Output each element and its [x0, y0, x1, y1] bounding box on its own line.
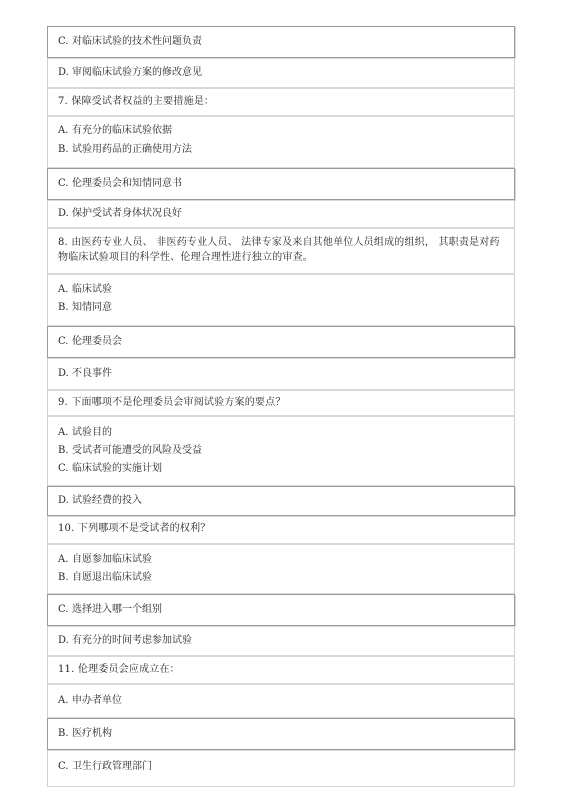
option-letter: A. [58, 125, 69, 136]
option-a [58, 553, 152, 567]
question-10: 10. 下列哪项不是受试者的权利？ [58, 523, 211, 534]
option-letter: D. [58, 495, 69, 506]
option-letter: D. [58, 635, 69, 646]
option-text: 有充分的时间考虑参加试验 [72, 635, 192, 646]
option-b [58, 301, 112, 315]
option-letter: C. [58, 178, 69, 189]
option-letter: B. [58, 728, 69, 739]
option-letter: C. [58, 36, 69, 47]
option-d [58, 66, 202, 80]
option-a [58, 426, 112, 440]
option-text: 试验经费的投入 [72, 495, 142, 506]
option-letter: C. [58, 336, 69, 347]
option-box [47, 718, 515, 750]
option-text: 临床试验 [72, 284, 112, 295]
option-b [58, 727, 112, 741]
option-d [58, 207, 182, 221]
question-7: 7. 保障受试者权益的主要措施是： [58, 96, 215, 107]
option-text: 选择进入哪一个组别 [72, 604, 162, 615]
option-group-box [47, 544, 515, 594]
option-c [58, 462, 162, 476]
option-letter: C. [58, 604, 69, 615]
option-b [58, 143, 192, 157]
option-text: 对临床试验的技术性问题负责 [72, 36, 202, 47]
option-text: 不良事件 [72, 368, 112, 379]
option-b [58, 444, 202, 458]
option-c [58, 603, 162, 617]
option-letter: B. [58, 445, 69, 456]
question-8: 8. 由医药专业人员、 非医药专业人员、 法律专家及来自其他单位人员组成的组织， 其职责是对药物临床试验项目的科学性、伦理合理性进行独立的审查。 [58, 237, 500, 263]
option-letter: A. [58, 554, 69, 565]
option-text: 受试者可能遭受的风险及受益 [72, 445, 202, 456]
option-text: 医疗机构 [72, 728, 112, 739]
option-text: 伦理委员会和知情同意书 [72, 178, 182, 189]
option-text: 自愿退出临床试验 [72, 572, 152, 583]
question-11: 11. 伦理委员会应成立在： [58, 664, 180, 675]
option-letter: D. [58, 208, 69, 219]
option-text: 伦理委员会 [72, 336, 122, 347]
option-d [58, 634, 192, 648]
option-c [58, 177, 182, 191]
option-text: 保护受试者身体状况良好 [72, 208, 182, 219]
option-text: 审阅临床试验方案的修改意见 [72, 67, 202, 78]
option-box [47, 358, 515, 390]
option-c [58, 35, 202, 49]
option-text: 卫生行政管理部门 [72, 761, 152, 772]
option-a [58, 124, 172, 138]
option-letter: D. [58, 368, 69, 379]
option-letter: A. [58, 427, 69, 438]
option-letter: B. [58, 144, 69, 155]
option-letter: A. [58, 695, 69, 706]
option-letter: B. [58, 302, 69, 313]
option-text: 试验目的 [72, 427, 112, 438]
option-b [58, 571, 152, 585]
option-a [58, 694, 122, 708]
option-text: 申办者单位 [72, 695, 122, 706]
option-c [58, 335, 122, 349]
option-letter: C. [58, 463, 69, 474]
option-letter: B. [58, 572, 69, 583]
option-text: 临床试验的实施计划 [72, 463, 162, 474]
option-text: 有充分的临床试验依据 [72, 125, 172, 136]
option-text: 试验用药品的正确使用方法 [72, 144, 192, 155]
option-text: 自愿参加临床试验 [72, 554, 152, 565]
option-letter: A. [58, 284, 69, 295]
option-c [58, 760, 152, 774]
option-a [58, 283, 112, 297]
option-d [58, 494, 142, 508]
option-letter: C. [58, 761, 69, 772]
question-9: 9. 下面哪项不是伦理委员会审阅试验方案的要点？ [58, 397, 286, 408]
option-letter: D. [58, 67, 69, 78]
option-d [58, 367, 112, 381]
option-text: 知情同意 [72, 302, 112, 313]
option-group-box [47, 274, 515, 326]
